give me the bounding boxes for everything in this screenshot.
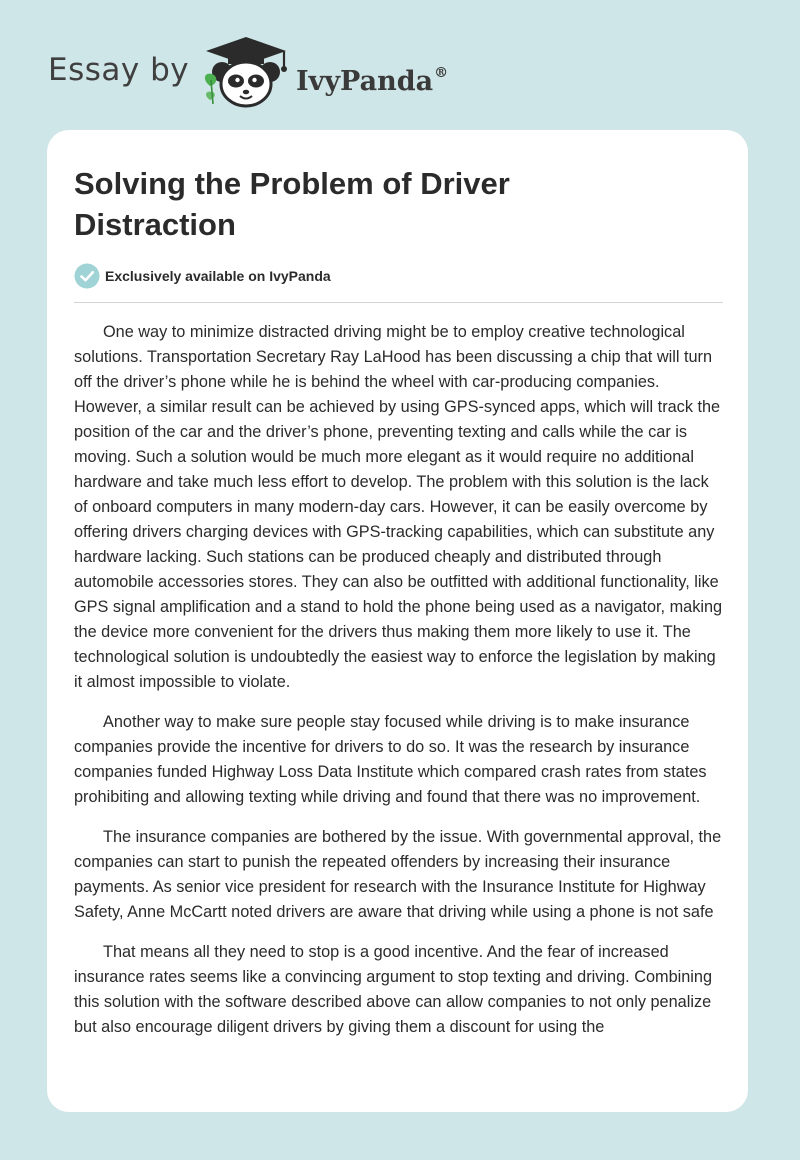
- title-divider: [74, 302, 723, 303]
- exclusive-badge: [74, 263, 331, 289]
- essay-by-label: Essay by: [48, 52, 190, 88]
- brand-name-text: IvyPanda: [296, 66, 434, 97]
- site-header: [0, 0, 800, 120]
- registered-mark: ®: [434, 65, 449, 81]
- paragraph: The insurance companies are bothered by the issue. With governmental approval, the companies can start to punish the repeated offenders by increasing their insurance payments. As senior vice president for research with the Insurance Institute for Highway Safety, Anne McCartt noted drivers are aware that driving while using a phone is not safe: [74, 828, 722, 921]
- paragraph: That means all they need to stop is a good incentive. And the fear of increased insurance rates seems like a convincing argument to stop texting and driving. Combining this solution with the software described above can allow companies to not only penalize but also encourage diligent drivers by giving them a discount for using the: [74, 943, 713, 1036]
- brand-name[interactable]: [296, 55, 448, 100]
- exclusive-label: Exclusively available on IvyPanda: [105, 268, 331, 284]
- panda-graduate-icon[interactable]: [198, 34, 294, 110]
- essay-body: [74, 320, 726, 1110]
- essay-title: Solving the Problem of Driver Distraction: [74, 166, 510, 242]
- paragraph: One way to minimize distracted driving might be to employ creative technological solutions. Transportation Secretary Ray LaHood has been discussing a chip that will turn off the driver’s phone while he is behind the wheel with car-producing companies. However, a similar result can be achieved by using GPS-synced apps, which will track the position of the car and the driver’s phone, preventing texting and calls while the car is moving. Such a solution would be much more elegant as it would require no additional hardware and take much less effort to develop. The problem with this solution is the lack of onboard computers in many modern-day cars. However, it can be easily overcome by offering drivers charging devices with GPS-tracking capabilities, which can substitute any hardware lacking. Such stations can be produced cheaply and distributed through automobile accessories stores. They can also be outfitted with additional functionality, like GPS signal amplification and a stand to hold the phone being used as a navigator, making the device more convenient for the drivers thus making them more likely to use it. The technological solution is undoubtedly the easiest way to enforce the legislation by making it almost impossible to violate.: [74, 323, 723, 691]
- paragraph: Another way to make sure people stay focused while driving is to make insurance companies provide the incentive for drivers to do so. It was the research by insurance companies funded Highway Loss Data Institute which compared crash rates from states prohibiting and allowing texting while driving and found that there was no improvement.: [74, 713, 707, 806]
- check-circle-icon: [74, 263, 100, 289]
- essay-card: [47, 130, 748, 1112]
